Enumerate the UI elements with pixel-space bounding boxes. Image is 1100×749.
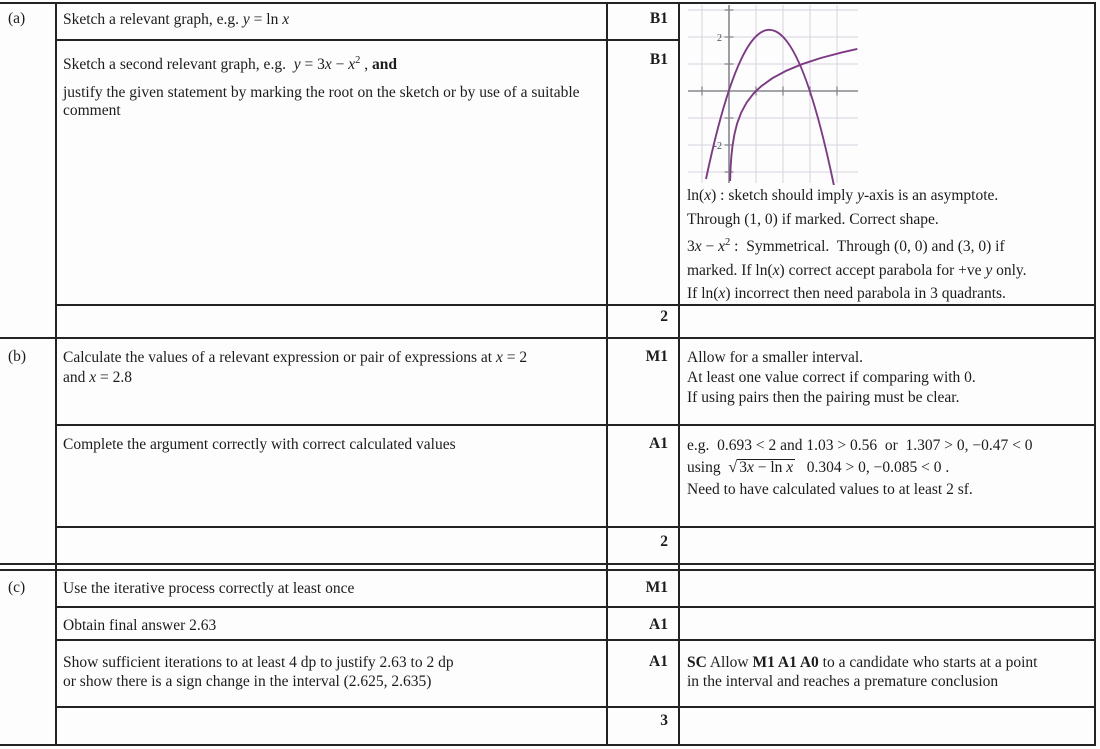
scheme-row-text: justify the given statement by marking the root on the sketch or by use of a suitable comment [63,84,580,119]
mark-b1-second: B1 [649,51,668,68]
scheme-row-text: Show sufficient iterations to at least 4 dp to justify 2.63 to 2 dp or show there is a sign change in the interval (2.625, 2.635) [63,654,454,690]
ln-curve [730,49,857,181]
scheme-row-text: Sketch a second relevant graph, e.g. $y = 3x - x^2$ , and [63,55,398,74]
mark-b1-first: B1 [649,10,668,27]
examiner-comment-b-m1: Allow for a smaller interval. At least one value correct if comparing with 0. If using pairs then the pairing must be clear. [687,349,976,407]
scheme-row-text: Calculate the values of a relevant expression or pair of expressions at x = 2 and x = 2.8 [63,349,528,386]
graph-grid [688,5,858,183]
part-label-a: (a) [8,10,26,27]
part-label-c: (c) [8,579,26,596]
table-bottom-border [0,744,1096,746]
col-divider-marks-left [606,2,608,746]
graph-axes [688,5,858,183]
part-label-b: (b) [8,348,27,365]
col-divider-marks-right [678,2,680,746]
row-divider [55,526,1096,528]
row-divider [55,606,1096,608]
y-tick-label-neg2: -2 [713,141,722,152]
part-a-total: 2 [660,308,668,325]
scheme-row-text: Use the iterative process correctly at least once [63,580,355,597]
col-divider-part [55,2,57,746]
row-divider [55,424,1096,426]
table-right-border [1094,2,1096,746]
mark-a1-c-first: A1 [649,616,668,633]
sketch-graph [688,5,858,185]
part-b-total: 2 [660,533,668,550]
mark-m1-b: M1 [645,348,668,365]
row-divider [55,39,680,41]
mark-a1-b: A1 [649,435,668,452]
examiner-comment-c-sc: SC Allow M1 A1 A0 to a candidate who starts at a point in the interval and reaches a premature conclusion [687,654,1038,690]
row-divider [55,706,1096,708]
mark-m1-c: M1 [645,579,668,596]
parabola-curve [706,30,846,185]
block-divider-a-b [0,337,1096,339]
mark-a1-c-second: A1 [649,653,668,670]
scheme-row-text: Complete the argument correctly with correct calculated values [63,436,456,453]
block-divider-b-c-lower [0,569,1096,571]
examiner-comment-a: ln(x) : sketch should imply y-axis is an asymptote. Through (1, 0) if marked. Correct shape. $3x - x^2$ : Symmetrical. Through (0, 0) and (3, 0) if marked. If ln(x) correct accept parabola for +ve y only. If ln(x) incorrect then need parabola in 3 quadrants. [687,187,1027,303]
block-divider-b-c-upper [0,563,1096,565]
part-c-total: 3 [660,712,668,729]
scheme-row-text: Sketch a relevant graph, e.g. y = ln x [63,11,290,28]
examiner-comment-b-a1: e.g. 0.693 < 2 and 1.03 > 0.56 or 1.307 > 0, −0.47 < 0 using √ 3x − ln x 0.304 > 0, −0.085 < 0 . Need to have calculated values to at least 2 sf. [687,437,1033,498]
scheme-row-text: Obtain final answer 2.63 [63,617,217,634]
row-divider [55,639,1096,641]
table-top-border [0,2,1096,4]
y-tick-label-2: 2 [717,33,722,44]
